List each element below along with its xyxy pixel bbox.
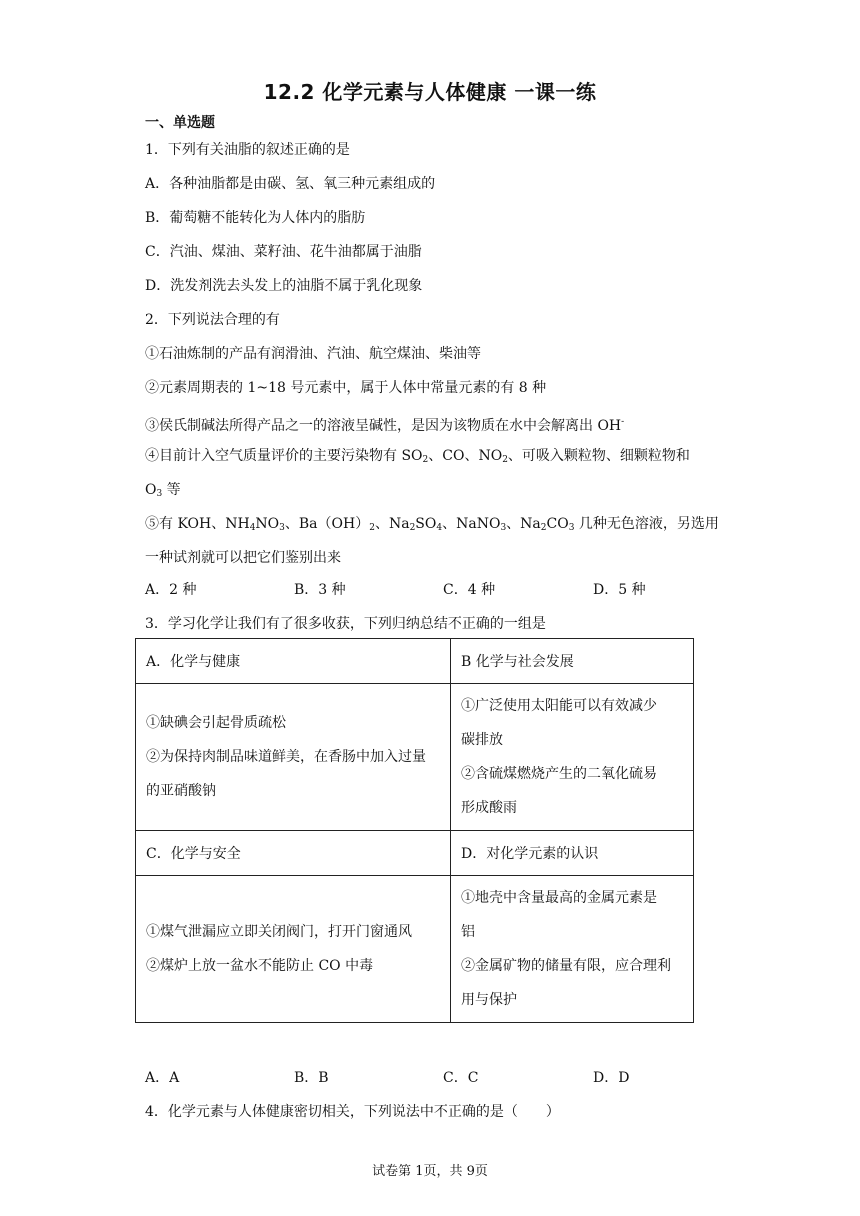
question-1-option-c: C．汽油、煤油、菜籽油、花牛油都属于油脂 (145, 244, 422, 260)
question-2-statement-4: ④目前计入空气质量评价的主要污染物有 $SO_2$、CO、$NO_2$、可吸入颗粒物、细颗粒物和 (145, 448, 690, 465)
question-4-stem: 4．化学元素与人体健康密切相关，下列说法中不正确的是（ ） (145, 1104, 560, 1120)
table-cell-d-content: ①地壳中含量最高的金属元素是 铝 ②金属矿物的储量有限，应合理利 用与保护 (451, 876, 694, 1023)
question-2-option-b: B．3 种 (294, 582, 346, 598)
question-3-table (135, 638, 694, 1023)
table-cell-a-content: ①缺碘会引起骨质疏松 ②为保持肉制品味道鲜美，在香肠中加入过量 的亚硝酸钠 (136, 684, 451, 831)
question-2-statement-3: ③侯氏制碱法所得产品之一的溶液呈碱性，是因为该物质在水中会解离出 OH- (145, 417, 625, 434)
question-3-option-a: A．A (145, 1070, 180, 1086)
section-heading: 一、单选题 (145, 115, 215, 131)
question-1-stem: 1．下列有关油脂的叙述正确的是 (145, 142, 350, 158)
question-3-stem: 3．学习化学让我们有了很多收获，下列归纳总结不正确的一组是 (145, 616, 546, 632)
table-cell-b-heading: B 化学与社会发展 (451, 639, 694, 684)
table-cell-c-heading: C．化学与安全 (136, 831, 451, 876)
question-1-option-d: D．洗发剂洗去头发上的油脂不属于乳化现象 (145, 278, 423, 294)
table-cell-d-heading: D．对化学元素的认识 (451, 831, 694, 876)
question-2-stem: 2．下列说法合理的有 (145, 312, 280, 328)
question-2-option-a: A．2 种 (145, 582, 197, 598)
question-2-statement-5: ⑤有 KOH、$NH_4NO_3$、$Ba(OH)_2$、$Na_2SO_4$、NaNO$_3$、$Na_2CO_3$ 几种无色溶液，另选用 (145, 516, 719, 533)
question-3-option-d: D．D (593, 1070, 630, 1086)
question-3-option-c: C．C (443, 1070, 479, 1086)
question-2-option-c: C．4 种 (443, 582, 496, 598)
question-2-statement-5-cont: 一种试剂就可以把它们鉴别出来 (145, 550, 341, 566)
table-cell-b-content: ①广泛使用太阳能可以有效减少 碳排放 ②含硫煤燃烧产生的二氧化硫易 形成酸雨 (451, 684, 694, 831)
question-2-statement-4-cont: $O_3$ 等 (145, 482, 181, 499)
question-3-option-b: B．B (294, 1070, 329, 1086)
question-2-statement-1: ①石油炼制的产品有润滑油、汽油、航空煤油、柴油等 (145, 346, 481, 362)
question-2-statement-2: ②元素周期表的 1~18 号元素中，属于人体中常量元素的有 8 种 (145, 380, 547, 396)
question-2-option-d: D．5 种 (593, 582, 646, 598)
question-1-option-b: B．葡萄糖不能转化为人体内的脂肪 (145, 210, 366, 226)
page-footer: 试卷第 1页，共 9页 (372, 1164, 488, 1179)
page-title: 12.2 化学元素与人体健康 一课一练 (263, 80, 597, 104)
question-1-option-a: A．各种油脂都是由碳、氢、氧三种元素组成的 (145, 176, 436, 192)
table-cell-c-content: ①煤气泄漏应立即关闭阀门，打开门窗通风 ②煤炉上放一盆水不能防止 CO 中毒 (136, 876, 451, 1023)
table-cell-a-heading: A．化学与健康 (136, 639, 451, 684)
